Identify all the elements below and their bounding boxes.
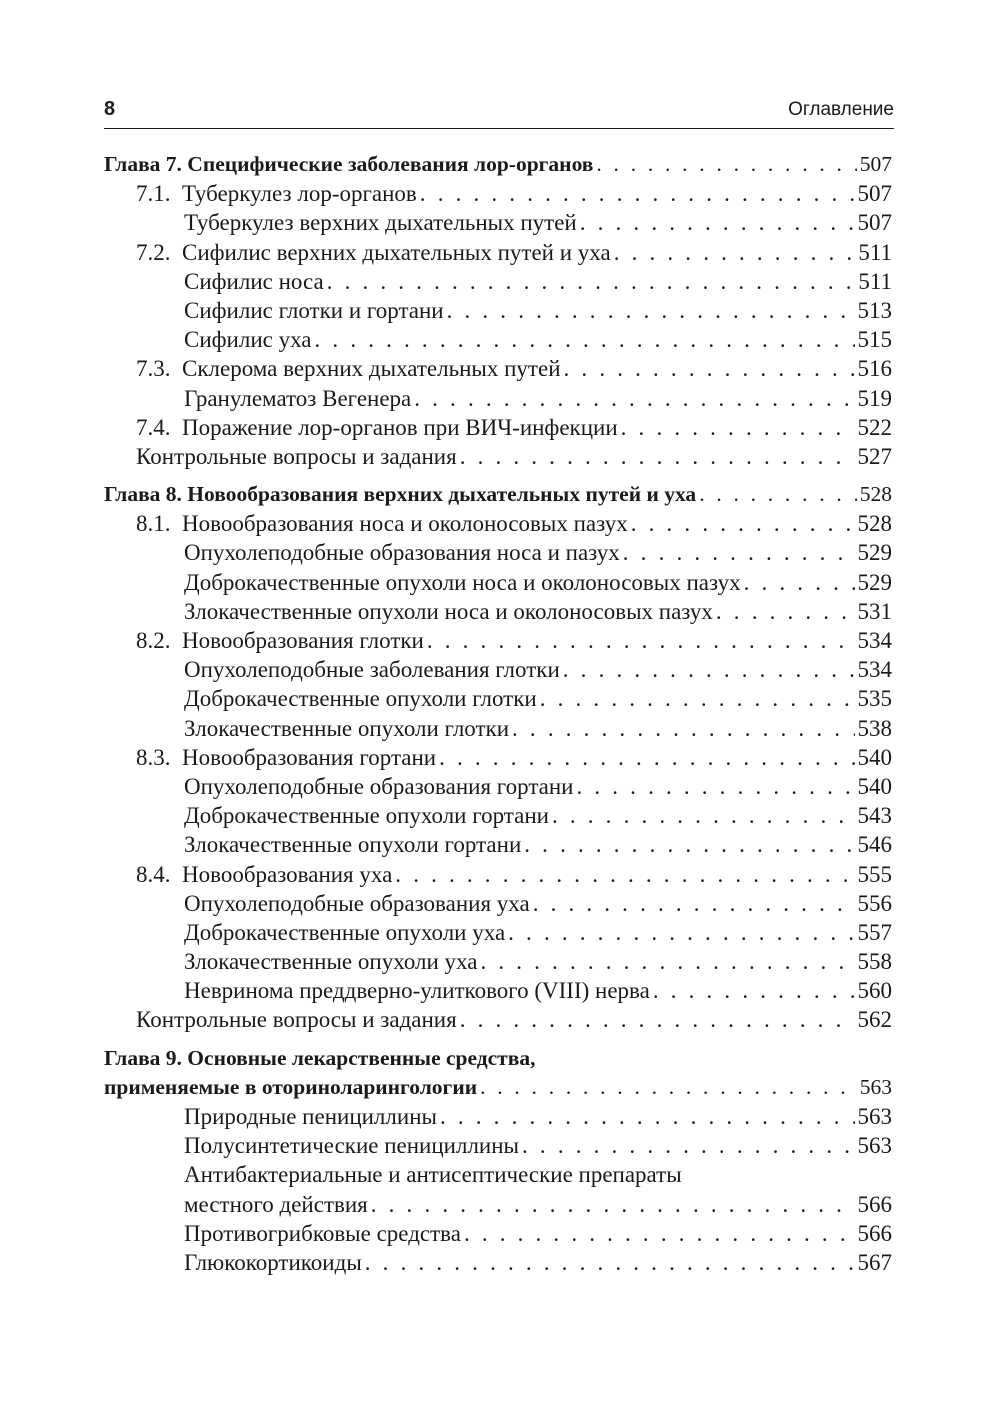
toc-page-number: 543 xyxy=(857,803,892,829)
toc-entry[interactable] xyxy=(104,889,892,918)
toc-entry[interactable] xyxy=(104,1102,892,1131)
toc-entry[interactable] xyxy=(104,1190,892,1219)
dot-leader xyxy=(533,889,855,918)
toc-page-number: 535 xyxy=(857,686,892,712)
dot-leader xyxy=(315,325,855,354)
toc-entry[interactable] xyxy=(104,296,892,325)
toc-entry[interactable] xyxy=(104,1248,892,1277)
toc-entry-title: применяемые в оториноларингологии xyxy=(104,1074,478,1099)
dot-leader xyxy=(716,597,855,626)
toc-entry-title: Глюкокортикоиды xyxy=(184,1249,362,1275)
dot-leader xyxy=(365,1248,855,1277)
toc-entry-title: Доброкачественные опухоли уха xyxy=(184,919,506,945)
dot-leader xyxy=(464,1219,855,1248)
toc-section-number: 8.2. xyxy=(136,628,171,653)
dot-leader xyxy=(480,1073,857,1102)
dot-leader xyxy=(440,1102,855,1131)
toc-page-number: 556 xyxy=(857,890,892,916)
toc-entry-title: Сифилис глотки и гортани xyxy=(184,297,444,323)
toc-page-number: 558 xyxy=(857,949,892,975)
toc-section-number: 7.3. xyxy=(136,356,171,382)
toc-page-number: 513 xyxy=(857,297,892,323)
toc-entry-title: Опухолеподобные заболевания глотки xyxy=(184,657,560,683)
toc-entry[interactable] xyxy=(104,947,892,976)
toc-entry[interactable] xyxy=(104,538,892,567)
toc-entry[interactable] xyxy=(104,509,892,538)
toc-entry-title: Опухолеподобные образования гортани xyxy=(184,773,574,799)
dot-leader xyxy=(552,801,855,830)
toc-entry-title: Противогрибковые средства xyxy=(184,1220,461,1246)
toc-entry-title: Глава 8. Новообразования верхних дыхательных путей и уха xyxy=(104,482,697,507)
toc-page-number: 560 xyxy=(857,978,892,1004)
toc-entry[interactable] xyxy=(104,442,892,471)
page-number: 8 xyxy=(104,98,116,120)
toc-entry[interactable] xyxy=(104,354,892,383)
toc-entry[interactable] xyxy=(104,918,892,947)
dot-leader xyxy=(512,714,854,743)
toc-page-number: 531 xyxy=(857,598,892,624)
dot-leader xyxy=(621,413,855,442)
toc-entry-title: Поражение лор-органов при ВИЧ-инфекции xyxy=(182,414,618,440)
toc-section-number: 7.1. xyxy=(136,181,171,207)
toc-page-number: 516 xyxy=(857,356,892,382)
dot-leader xyxy=(623,538,855,567)
dot-leader xyxy=(508,918,854,947)
dot-leader xyxy=(564,354,855,383)
toc-page-number: 562 xyxy=(857,1007,892,1033)
dot-leader xyxy=(596,150,856,179)
dot-leader xyxy=(439,743,854,772)
running-title: Оглавление xyxy=(788,99,894,120)
dot-leader xyxy=(414,384,854,413)
toc-entry-title: Опухолеподобные образования уха xyxy=(184,890,530,916)
toc-entry[interactable] xyxy=(104,1005,892,1034)
toc-entry[interactable] xyxy=(104,384,892,413)
toc-entry[interactable] xyxy=(104,325,892,354)
dot-leader xyxy=(480,947,854,976)
dot-leader xyxy=(744,568,855,597)
toc-page-number: 507 xyxy=(859,152,892,176)
toc-section-number: 8.3. xyxy=(136,744,171,770)
toc-page-number: 540 xyxy=(857,744,892,770)
toc-section-number: 7.4. xyxy=(136,414,171,440)
toc-entry[interactable] xyxy=(104,238,892,267)
toc-page-number: 527 xyxy=(857,443,892,469)
toc-page-number: 555 xyxy=(857,861,892,887)
dot-leader xyxy=(427,626,855,655)
toc-page-number: 534 xyxy=(857,657,892,683)
toc-entry[interactable] xyxy=(104,1131,892,1160)
table-of-contents xyxy=(104,150,892,1277)
toc-entry-title: Глава 9. Основные лекарственные средства, xyxy=(104,1045,536,1070)
toc-chapter-entry[interactable] xyxy=(104,1073,892,1102)
toc-entry-title: Полусинтетические пенициллины xyxy=(184,1133,520,1159)
toc-entry-title: Сифилис уха xyxy=(184,327,312,353)
toc-entry[interactable] xyxy=(104,684,892,713)
toc-page-number: 511 xyxy=(858,268,892,294)
dot-leader xyxy=(653,976,855,1005)
dot-leader xyxy=(371,1190,855,1219)
toc-page-number: 534 xyxy=(857,628,892,653)
dot-leader xyxy=(524,830,854,859)
dot-leader xyxy=(327,267,856,296)
toc-entry-title: Невринома преддверно-улиткового (VIII) нерва xyxy=(184,978,650,1004)
toc-entry[interactable] xyxy=(104,655,892,684)
toc-page-number: 529 xyxy=(857,569,892,595)
dot-leader xyxy=(580,208,855,237)
toc-entry[interactable] xyxy=(104,976,892,1005)
toc-entry-title: Новообразования глотки xyxy=(182,628,424,653)
toc-page-number: 511 xyxy=(858,239,892,265)
toc-section-number: 8.1. xyxy=(136,511,171,537)
toc-page-number: 557 xyxy=(857,919,892,945)
toc-chapter-entry[interactable] xyxy=(104,480,892,509)
toc-entry-title: Злокачественные опухоли глотки xyxy=(184,715,510,741)
dot-leader xyxy=(563,655,855,684)
toc-page-number: 538 xyxy=(857,715,892,741)
dot-leader xyxy=(614,238,856,267)
toc-entry[interactable] xyxy=(104,208,892,237)
toc-entry-title: Глава 7. Специфические заболевания лор-органов xyxy=(104,152,594,176)
toc-page-number: 515 xyxy=(857,327,892,353)
toc-entry[interactable] xyxy=(104,568,892,597)
dot-leader xyxy=(420,179,855,208)
dot-leader xyxy=(631,509,855,538)
toc-page-number: 540 xyxy=(857,773,892,799)
toc-entry-title: Антибактериальные и антисептические препараты xyxy=(184,1162,682,1188)
toc-entry-title: Туберкулез лор-органов xyxy=(182,181,417,207)
dot-leader xyxy=(699,480,857,509)
toc-entry-title: Склерома верхних дыхательных путей xyxy=(182,356,561,382)
toc-entry[interactable] xyxy=(104,860,892,889)
toc-entry-title: Сифилис носа xyxy=(184,268,324,294)
toc-entry-title: Природные пенициллины xyxy=(184,1104,437,1129)
toc-entry-title: Опухолеподобные образования носа и пазух xyxy=(184,540,620,566)
toc-page-number: 507 xyxy=(857,181,892,207)
toc-page-number: 546 xyxy=(857,832,892,858)
toc-entry-title: Новообразования гортани xyxy=(182,744,437,770)
toc-entry-title: Доброкачественные опухоли носа и околоносовых пазух xyxy=(184,569,741,595)
toc-entry-title: Контрольные вопросы и задания xyxy=(136,1007,457,1033)
toc-entry[interactable] xyxy=(104,830,892,859)
toc-chapter-entry[interactable] xyxy=(104,1044,892,1073)
dot-leader xyxy=(540,684,855,713)
toc-page-number: 519 xyxy=(857,385,892,411)
toc-page-number: 563 xyxy=(857,1104,892,1129)
dot-leader xyxy=(460,1005,855,1034)
toc-page-number: 528 xyxy=(857,511,892,537)
toc-entry-title: Новообразования носа и околоносовых пазух xyxy=(182,511,628,537)
toc-page-number: 563 xyxy=(857,1133,892,1159)
toc-page-number: 522 xyxy=(857,414,892,440)
toc-entry-title: Сифилис верхних дыхательных путей и уха xyxy=(182,239,611,265)
dot-leader xyxy=(447,296,855,325)
toc-entry-title: Новообразования уха xyxy=(182,861,393,887)
toc-page-number: 528 xyxy=(859,482,892,507)
toc-entry-title: Злокачественные опухоли гортани xyxy=(184,832,522,858)
toc-entry[interactable] xyxy=(104,1219,892,1248)
toc-entry-title: Туберкулез верхних дыхательных путей xyxy=(184,210,577,236)
toc-entry-title: Гранулематоз Вегенера xyxy=(184,385,412,411)
toc-entry[interactable] xyxy=(104,626,892,655)
toc-chapter-entry[interactable] xyxy=(104,150,892,179)
toc-entry-title: местного действия xyxy=(184,1191,368,1217)
page-header xyxy=(104,96,894,129)
toc-page-number: 563 xyxy=(859,1074,892,1099)
toc-page-number: 529 xyxy=(857,540,892,566)
toc-section-number: 8.4. xyxy=(136,861,171,887)
toc-entry[interactable] xyxy=(104,179,892,208)
toc-entry-title: Контрольные вопросы и задания xyxy=(136,443,457,469)
toc-page-number: 566 xyxy=(857,1220,892,1246)
toc-entry[interactable] xyxy=(104,743,892,772)
dot-leader xyxy=(576,772,854,801)
dot-leader xyxy=(522,1131,854,1160)
toc-entry-title: Злокачественные опухоли носа и околоносовых пазух xyxy=(184,598,713,624)
toc-entry[interactable] xyxy=(104,597,892,626)
toc-entry-title: Доброкачественные опухоли глотки xyxy=(184,686,537,712)
toc-page-number: 566 xyxy=(857,1191,892,1217)
toc-entry-title: Злокачественные опухоли уха xyxy=(184,949,478,975)
dot-leader xyxy=(395,860,854,889)
dot-leader xyxy=(460,442,855,471)
toc-entry[interactable] xyxy=(104,413,892,442)
toc-page-number: 567 xyxy=(857,1249,892,1275)
toc-entry[interactable] xyxy=(104,267,892,296)
toc-section-number: 7.2. xyxy=(136,239,171,265)
toc-entry-title: Доброкачественные опухоли гортани xyxy=(184,803,549,829)
toc-entry[interactable] xyxy=(104,1160,892,1189)
toc-entry[interactable] xyxy=(104,772,892,801)
toc-entry[interactable] xyxy=(104,714,892,743)
toc-entry[interactable] xyxy=(104,801,892,830)
toc-page-number: 507 xyxy=(857,210,892,236)
